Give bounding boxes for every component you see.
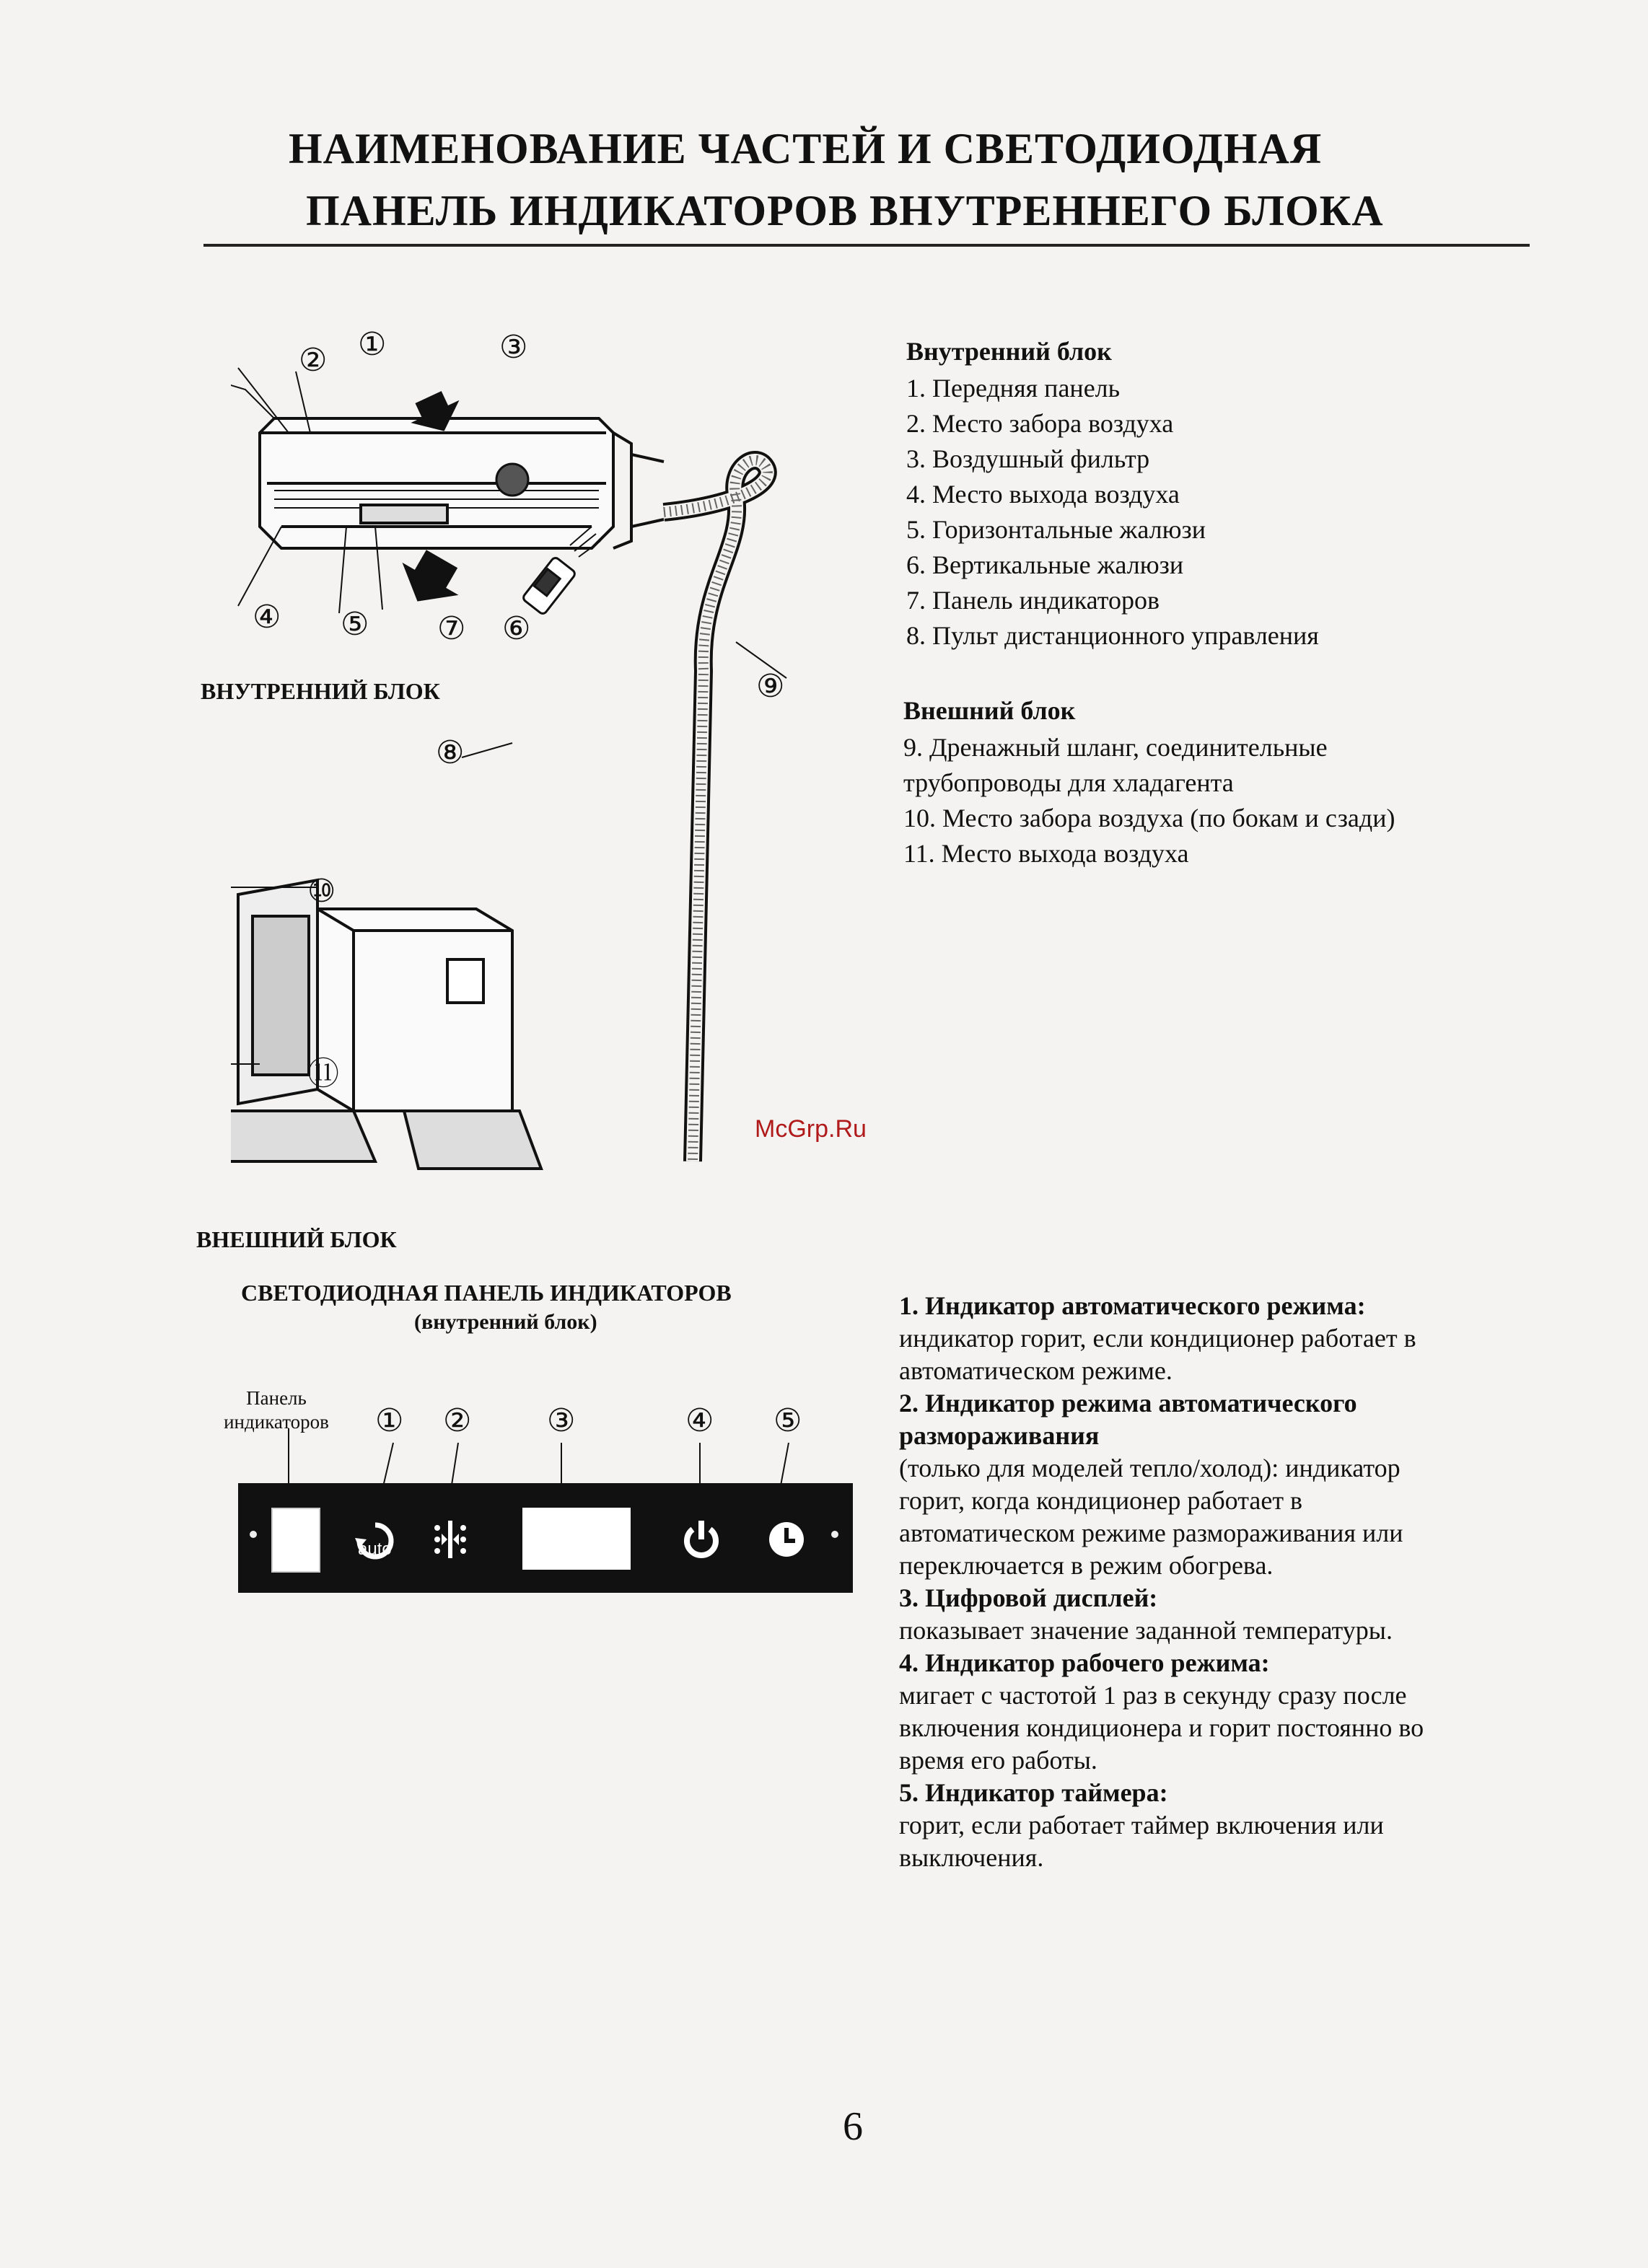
outdoor-item: трубопроводы для хладагента <box>903 768 1234 797</box>
callout-10: ⑩ <box>307 874 336 909</box>
callout-7: ⑦ <box>437 611 466 646</box>
callout-4: ④ <box>253 599 281 635</box>
panel-callout-2: ② <box>443 1403 472 1438</box>
desc-1-line: индикатор горит, если кондиционер работает в <box>899 1324 1416 1353</box>
callout-9: ⑨ <box>756 669 785 704</box>
indoor-item: 2. Место забора воздуха <box>906 409 1174 438</box>
indoor-unit-label: ВНУТРЕННИЙ БЛОК <box>201 678 440 704</box>
page-title-line-2: ПАНЕЛЬ ИНДИКАТОРОВ ВНУТРЕННЕГО БЛОКА <box>306 187 1384 234</box>
desc-2-heading: 2. Индикатор режима автоматического <box>899 1389 1357 1418</box>
desc-4-heading: 4. Индикатор рабочего режима: <box>899 1648 1270 1677</box>
drain-hose-drawing <box>664 460 768 1161</box>
callout-2: ② <box>299 343 328 378</box>
indoor-parts-list <box>906 336 1319 654</box>
indoor-item: 1. Передняя панель <box>906 374 1121 403</box>
air-outlet-arrow-icon <box>390 542 470 617</box>
desc-2-line: автоматическом режиме размораживания или <box>899 1518 1403 1547</box>
panel-label-line-2: индикаторов <box>224 1411 329 1433</box>
desc-5-line: горит, если работает таймер включения или <box>899 1811 1384 1840</box>
desc-1-heading: 1. Индикатор автоматического режима: <box>899 1291 1366 1320</box>
desc-2-line: горит, когда кондиционер работает в <box>899 1486 1303 1515</box>
led-panel-title: СВЕТОДИОДНАЯ ПАНЕЛЬ ИНДИКАТОРОВ <box>241 1280 732 1306</box>
callout-3: ③ <box>499 330 528 365</box>
panel-dot-right <box>831 1531 838 1538</box>
indoor-item: 3. Воздушный фильтр <box>906 444 1150 473</box>
indoor-item: 8. Пульт дистанционного управления <box>906 621 1319 650</box>
outdoor-heading: Внешний блок <box>903 696 1076 725</box>
panel-callout-4: ④ <box>685 1403 714 1438</box>
panel-dot-left <box>250 1531 257 1538</box>
panel-window <box>271 1508 320 1573</box>
panel-callout-1: ① <box>375 1403 404 1438</box>
callout-5: ⑤ <box>341 607 369 642</box>
indoor-item: 6. Вертикальные жалюзи <box>906 550 1184 579</box>
timer-indicator-icon <box>765 1518 808 1561</box>
desc-5-line: выключения. <box>899 1843 1044 1872</box>
desc-4-line: мигает с частотой 1 раз в секунду сразу после <box>899 1681 1407 1710</box>
outdoor-unit-drawing <box>231 880 541 1169</box>
outdoor-parts-list <box>903 695 1395 871</box>
desc-5-heading: 5. Индикатор таймера: <box>899 1778 1168 1807</box>
callout-1: ① <box>358 327 387 362</box>
desc-2-line: переключается в режим обогрева. <box>899 1551 1274 1580</box>
panel-label-line-1: Панель <box>246 1387 307 1409</box>
defrost-icon <box>427 1518 473 1561</box>
panel-label <box>208 1386 345 1434</box>
indoor-item: 4. Место выхода воздуха <box>906 480 1180 509</box>
units-diagram <box>231 310 880 1241</box>
air-filter-marker <box>496 464 528 496</box>
indoor-unit-drawing <box>260 418 664 548</box>
auto-label: auto <box>358 1539 392 1559</box>
desc-1-line: автоматическом режиме. <box>899 1356 1173 1385</box>
outdoor-item: 9. Дренажный шланг, соединительные <box>903 733 1328 762</box>
callout-8: ⑧ <box>436 735 465 770</box>
panel-callout-5: ⑤ <box>773 1403 802 1438</box>
desc-4-line: включения кондиционера и горит постоянно во <box>899 1713 1424 1742</box>
outdoor-item: 11. Место выхода воздуха <box>903 839 1189 868</box>
title-underline <box>203 244 1530 247</box>
auto-mode-icon <box>354 1519 397 1562</box>
outdoor-item: 10. Место забора воздуха (по бокам и сзади) <box>903 804 1395 832</box>
indoor-item: 5. Горизонтальные жалюзи <box>906 515 1206 544</box>
desc-2-heading-2: размораживания <box>899 1421 1100 1450</box>
outdoor-unit-label: ВНЕШНИЙ БЛОК <box>196 1226 397 1252</box>
power-indicator-icon <box>680 1518 723 1561</box>
watermark: McGrp.Ru <box>755 1115 867 1143</box>
desc-2-line: (только для моделей тепло/холод): индикатор <box>899 1454 1401 1482</box>
panel-callout-3: ③ <box>547 1403 576 1438</box>
indoor-heading: Внутренний блок <box>906 337 1112 366</box>
callout-11: ⑪ <box>307 1056 339 1091</box>
desc-3-line: показывает значение заданной температуры. <box>899 1616 1393 1645</box>
callout-6: ⑥ <box>502 611 531 646</box>
page-number: 6 <box>843 2104 863 2149</box>
digital-display <box>522 1508 631 1570</box>
led-panel-subtitle: (внутренний блок) <box>414 1310 597 1334</box>
desc-4-line: время его работы. <box>899 1746 1097 1775</box>
indoor-item: 7. Панель индикаторов <box>906 586 1160 615</box>
indicator-descriptions <box>899 1290 1534 1874</box>
desc-3-heading: 3. Цифровой дисплей: <box>899 1583 1158 1612</box>
page-title-line-1: НАИМЕНОВАНИЕ ЧАСТЕЙ И СВЕТОДИОДНАЯ <box>289 125 1323 172</box>
led-indicator-panel <box>238 1483 853 1593</box>
